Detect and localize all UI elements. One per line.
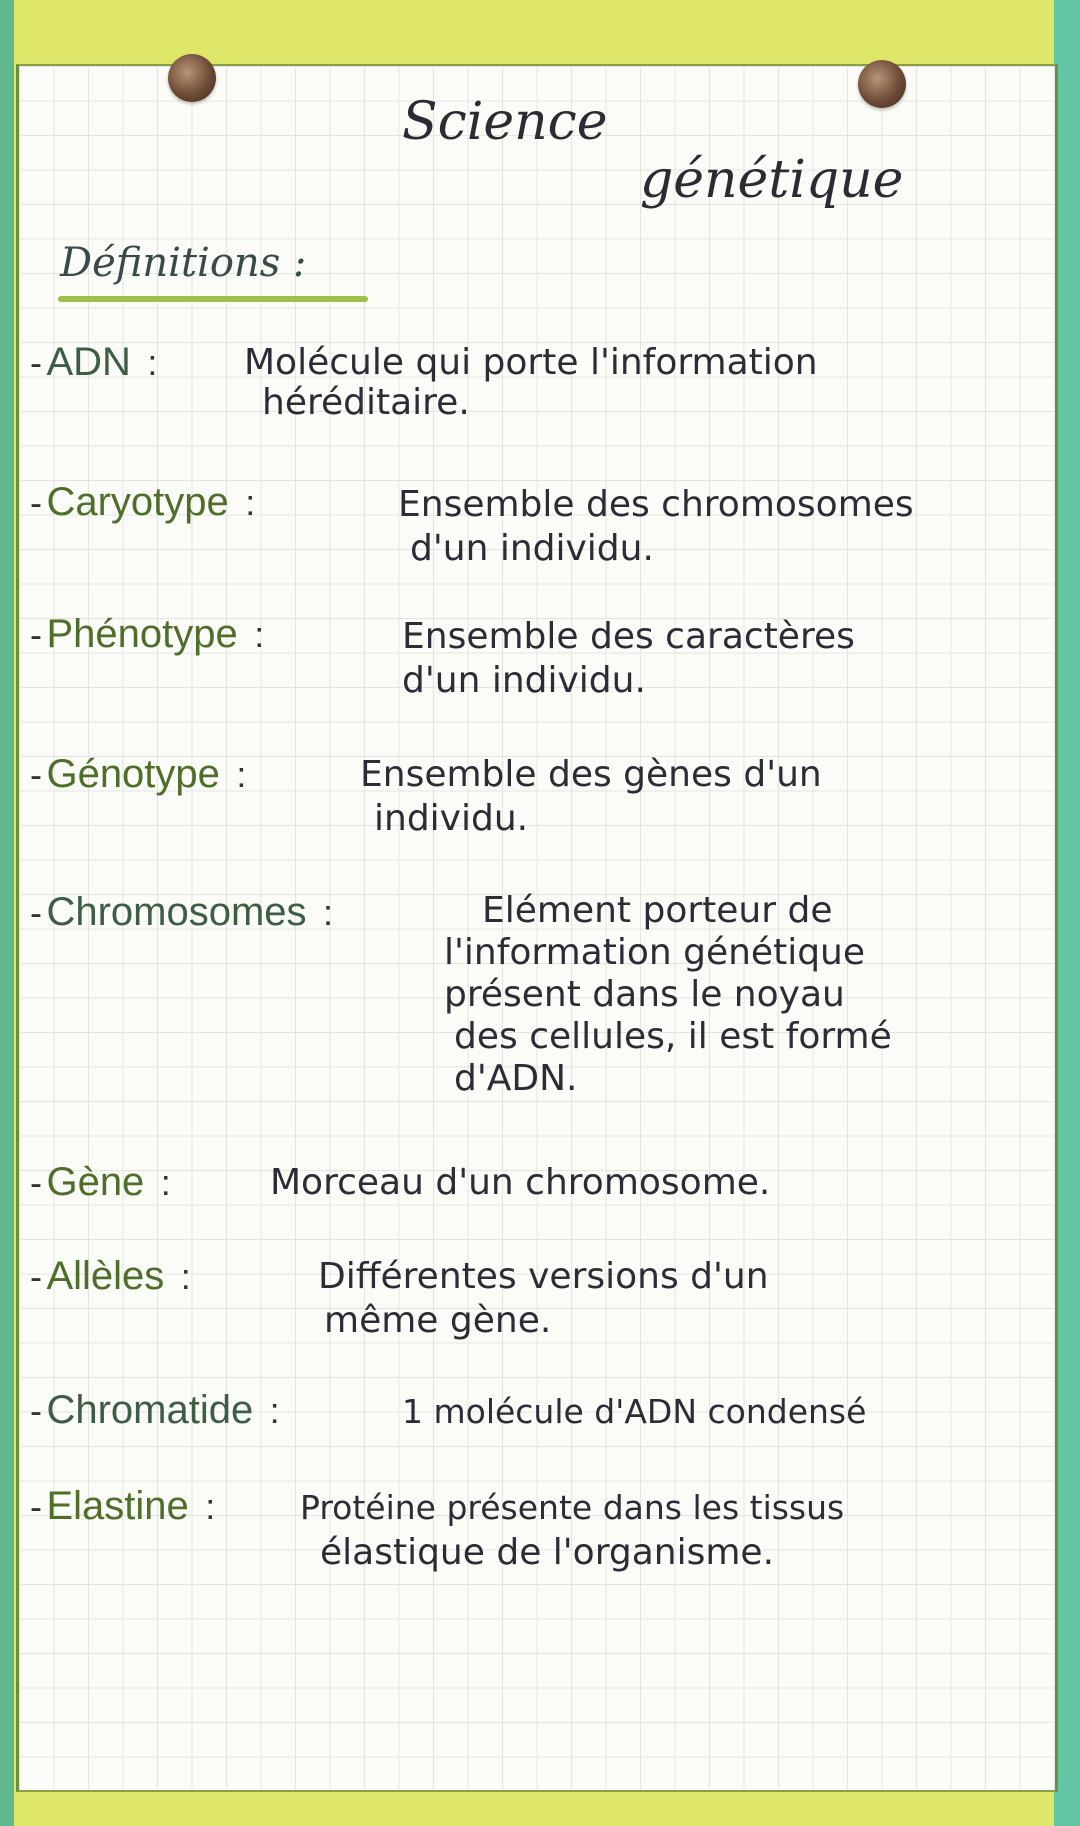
definition-line: héréditaire. [262, 382, 470, 423]
separator: : [254, 614, 265, 655]
definition-phenotype [30, 612, 855, 701]
definition-line: Ensemble des chromosomes [398, 484, 914, 525]
dash: - [30, 342, 42, 383]
dash: - [30, 482, 42, 523]
separator: : [160, 1162, 171, 1203]
definition-line: Ensemble des caractères [402, 616, 855, 657]
definition-line: même gène. [324, 1300, 552, 1341]
separator: : [322, 892, 333, 933]
dash: - [30, 1486, 42, 1527]
term: ADN [46, 340, 131, 384]
dash: - [30, 1256, 42, 1297]
separator: : [245, 482, 256, 523]
separator: : [147, 342, 158, 383]
term: Phénotype [46, 612, 238, 656]
definition-line: d'un individu. [402, 660, 646, 701]
separator: : [180, 1256, 191, 1297]
title-line-1: Science [402, 92, 608, 152]
definition-line: Elément porteur de [482, 890, 833, 931]
definition-chromosomes [30, 890, 892, 1099]
dash: - [30, 1390, 42, 1431]
section-heading: Définitions : [60, 240, 307, 286]
definition-elastine [30, 1484, 845, 1573]
term: Elastine [46, 1484, 189, 1528]
pin-icon [858, 60, 906, 108]
definition-line: Morceau d'un chromosome. [270, 1162, 771, 1203]
dash: - [30, 1162, 42, 1203]
definition-line: d'un individu. [410, 528, 654, 569]
definition-line: élastique de l'organisme. [320, 1532, 775, 1573]
definition-line: Molécule qui porte l'information [244, 342, 818, 383]
pin-icon [168, 54, 216, 102]
term: Allèles [46, 1254, 165, 1298]
definition-line: 1 molécule d'ADN condensé [402, 1392, 867, 1431]
separator: : [269, 1390, 280, 1431]
bottom-band [0, 1790, 1080, 1826]
title-line-2: génétique [640, 150, 904, 210]
definition-line: l'information génétique [444, 932, 866, 973]
left-edge [0, 0, 14, 1826]
definition-caryotype [30, 480, 914, 569]
definition-alleles [30, 1254, 769, 1341]
term: Gène [46, 1160, 145, 1204]
definition-line: Protéine présente dans les tissus [300, 1488, 845, 1527]
top-band [0, 0, 1080, 64]
heading-underline [58, 296, 368, 302]
separator: : [236, 754, 247, 795]
definition-adn [30, 340, 818, 423]
definition-line: individu. [374, 798, 529, 839]
term: Génotype [46, 752, 220, 796]
dash: - [30, 892, 42, 933]
dash: - [30, 614, 42, 655]
definition-gene [30, 1160, 771, 1205]
definition-line: d'ADN. [454, 1058, 578, 1099]
dash: - [30, 754, 42, 795]
separator: : [205, 1486, 216, 1527]
term: Caryotype [46, 480, 229, 524]
term: Chromatide [46, 1388, 254, 1432]
definition-line: Différentes versions d'un [318, 1256, 769, 1297]
term: Chromosomes [46, 890, 307, 934]
definition-line: présent dans le noyau [444, 974, 845, 1015]
definition-genotype [30, 752, 822, 839]
definition-chromatide [30, 1388, 867, 1433]
definition-line: Ensemble des gènes d'un [360, 754, 822, 795]
definition-line: des cellules, il est formé [454, 1016, 892, 1057]
